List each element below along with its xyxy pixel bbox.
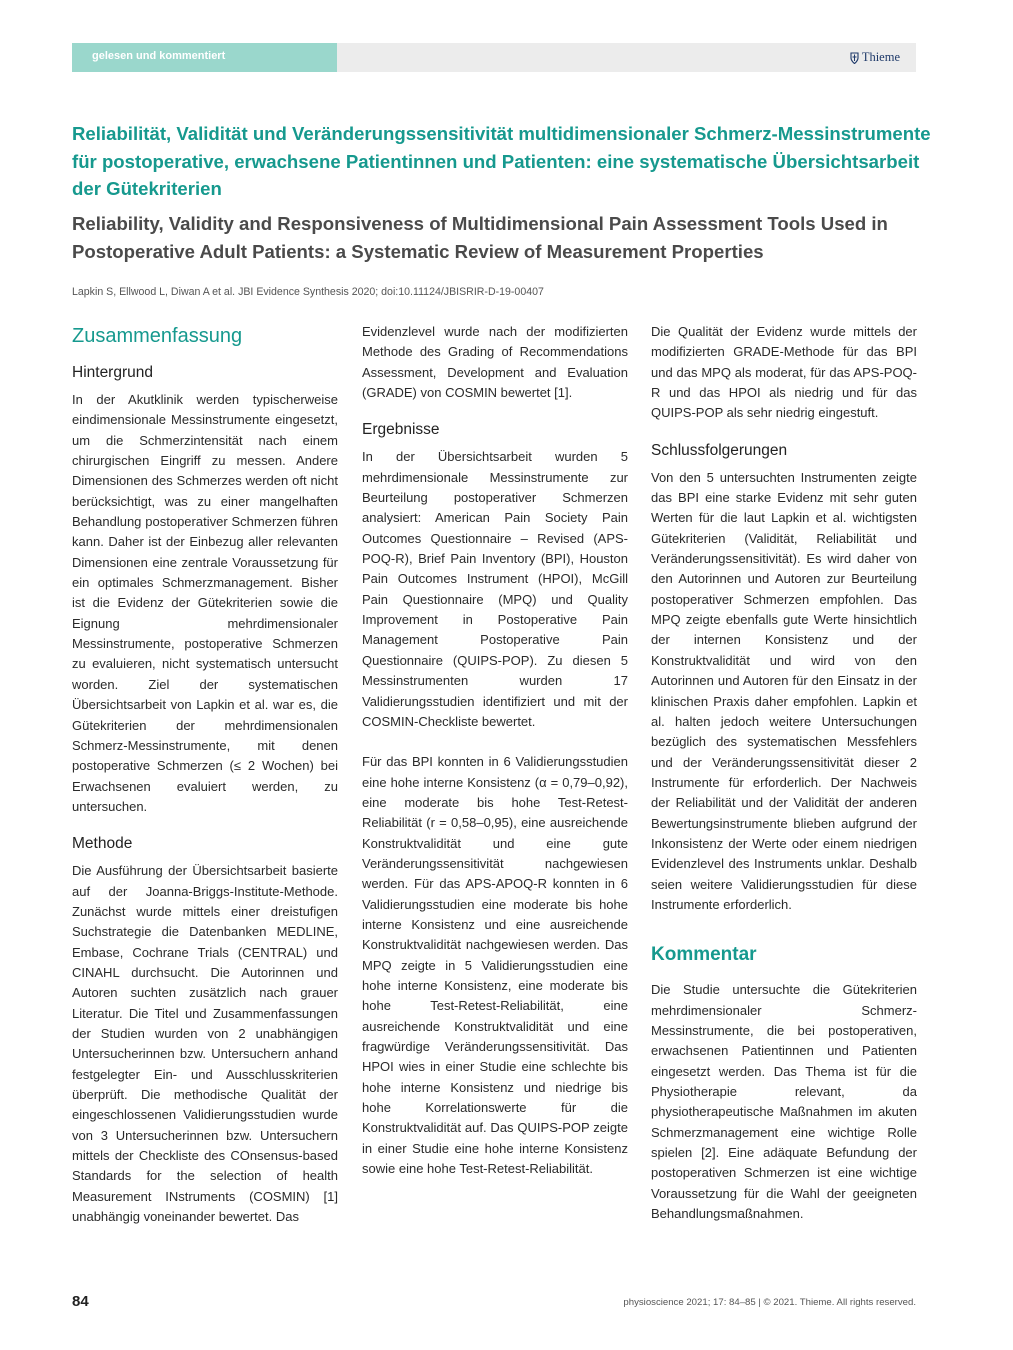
conclusions-text: Von den 5 untersuchten Instrumenten zeigte das BPI eine starke Evidenz mit sehr guten Werten für die laut Lapkin et al. wichtigsten Gütekriterien (Validität, Reliabilität und Veränderungssensitivität). Es wird daher von den Autorinnen und Autoren zur Beurteilung postoperativer Schmerzen empfohlen. Das MPQ zeigte ebenfalls gute Werte hinsichtlich der internen Konsistenz und der Konstruktvalidität und wird von den Autorinnen und Autoren für den Einsatz in der klinischen Praxis daher empfohlen. Lapkin et al. halten jedoch weitere Untersuchungen bezüglich des systematischen Messfehlers und der Veränderungssensitivität dieser 2 Instrumente für erforderlich. Der Nachweis der Reliabilität und der Validität der anderen Bewertungsinstrumente blieben aufgrund der Inkonsistenz der Werte oder einem niedrigen Evidenzlevel des Instruments unklar. Deshalb seien weitere Validierungsstudien für diese Instrumente erforderlich. [651, 469, 917, 912]
column-left [72, 322, 338, 1227]
method-heading: Methode [72, 835, 133, 853]
method-text: Die Ausführung der Übersichtsarbeit basierte auf der Joanna-Briggs-Institute-Methode. Zunächst wurde mittels einer dreistufigen Suchstrategie die Datenbanken MEDLINE, Embase, Cochrane Trials (CENTRAL) und CINAHL durchsucht. Die Autorinnen und Autoren suchten zusätzlich nach grauer Literatur. Die Titel und Zusammenfassungen der Studien wurden von 2 unabhängigen Untersucherinnen bzw. Untersuchern anhand festgelegter Ein- und Ausschlusskriterien überprüft. Die methodische Qualität der eingeschlossenen Validierungsstudien wurde von 3 Untersucherinnen bzw. Untersuchern mittels der Checkliste des COnsensus-based Standards for the selection of health Measurement INstruments (COSMIN) [1] unabhängig voneinander bewertet. Das [72, 863, 338, 1225]
citation: Lapkin S, Ellwood L, Diwan A et al. JBI Evidence Synthesis 2020; doi:10.11124/JBISRIR-D-19-00407 [72, 286, 544, 298]
background-heading: Hintergrund [72, 364, 153, 381]
column-right [651, 322, 917, 1224]
column-middle [362, 322, 628, 1179]
background-text: In der Akutklinik werden typischerweise eindimensionale Messinstrumente eingesetzt, um die Schmerzintensität nach einem chirurgischen Eingriff zu messen. Andere Dimensionen des Schmerzes werden oft nicht berücksichtigt, was zu einer mangelhaften Behandlung postoperativer Schmerzen führen kann. Daher ist der Einbezug aller relevanten Dimensionen eine zentrale Voraussetzung für ein optimales Schmerzmanagement. Bisher ist die Evidenz der Gütekriterien sowie die Eignung mehrdimensionaler Messinstrumente, postoperative Schmerzen zu evaluieren, nicht systematisch untersucht worden. Ziel der systematischen Übersichtsarbeit von Lapkin et al. war es, die Gütekriterien der mehrdimensionalen Schmerz-Messinstrumente, mit denen postoperative Schmerzen (≤ 2 Wochen) bei Erwachsenen evaluiert werden, zu untersuchen. [72, 392, 338, 814]
header-bar [72, 43, 916, 72]
results-text-3: Die Qualität der Evidenz wurde mittels der modifizierten GRADE-Methode für das BPI und das MPQ als moderat, für das APS-POQ-R und das HPOI als niedrig und für das QUIPS-POP als sehr niedrig eingestuft. [651, 324, 917, 421]
publisher-logo [850, 50, 900, 65]
method-text-continued: Evidenzlevel wurde nach der modifizierten Methode des Grading of Recommendations Assessment, Development and Evaluation (GRADE) von COSMIN bewertet [1]. [362, 324, 628, 401]
summary-heading: Zusammenfassung [72, 325, 243, 347]
commentary-heading: Kommentar [651, 944, 757, 966]
commentary-text: Die Studie untersuchte die Gütekriterien mehrdimensionaler Schmerz-Messinstrumente, die bei postoperativen, erwachsenen Patientinnen und Patienten eingesetzt werden. Das Thema ist für die Physiotherapie relevant, da physiotherapeutische Maßnahmen im akuten Schmerzmanagement eine wichtige Rolle spielen [2]. Eine adäquate Befundung der postoperativen Schmerzen ist eine wichtige Voraussetzung für die Wahl der geeigneten Behandlungsmaßnahmen. [651, 982, 917, 1222]
journal-footer: physioscience 2021; 17: 84–85 | © 2021. Thieme. All rights reserved. [623, 1297, 916, 1308]
title-german: Reliabilität, Validität und Veränderungssensitivität multidimensionaler Schmerz-Messinstrumente für postoperative, erwachsene Patientinnen und Patienten: eine systematische Übersichtsarbeit der Gütekriterien [72, 123, 931, 199]
section-tag: gelesen und kommentiert [72, 43, 337, 72]
results-text-2: Für das BPI konnten in 6 Validierungsstudien eine hohe interne Konsistenz (α = 0,79–0,92), eine moderate bis hohe Test-Retest-Reliabilität (r = 0,58–0,95), eine ausreichende Konstruktvalidität und eine gute Veränderungssensitivität nachgewiesen werden. Für das APS-APOQ-R konnten in 6 Validierungsstudien eine moderate bis hohe interne Konsistenz und eine ausreichende Konstruktvalidität nachgewiesen werden. Das MPQ zeigte in 5 Validierungsstudien eine hohe interne Konsistenz, eine moderate bis hohe Test-Retest-Reliabilität, eine ausreichende Konstruktvalidität und eine fragwürdige Veränderungssensitivität. Das HPOI wies in einer Studie eine schlechte bis hohe interne Konsistenz und niedrige bis hohe Korrelationswerte für die Konstruktvalidität auf. Das QUIPS-POP zeigte in einer Studie eine hohe interne Konsistenz sowie eine hohe Test-Retest-Reliabilität. [362, 754, 628, 1177]
publisher-name: Thieme [861, 50, 900, 64]
conclusions-heading: Schlussfolgerungen [651, 441, 788, 459]
results-text-1: In der Übersichtsarbeit wurden 5 mehrdimensionale Messinstrumente zur Beurteilung postoperativer Schmerzen analysiert: American Pain Society Pain Outcomes Questionnaire – Revised (APS-POQ-R), Brief Pain Inventory (BPI), Houston Pain Outcomes Instrument (HPOI), McGill Pain Questionnaire (MPQ) und Quality Improvement in Postoperative Pain Management Postoperative Pain Questionnaire (QUIPS-POP). Zu diesen 5 Messinstrumenten wurden 17 Validierungsstudien identifiziert und mit der COSMIN-Checkliste bewertet. [362, 449, 628, 729]
title-english: Reliability, Validity and Responsiveness of Multidimensional Pain Assessment Tools Used in Postoperative Adult Patients: a Systematic Review of Measurement Properties [72, 213, 888, 262]
crest-icon [850, 52, 859, 64]
results-heading: Ergebnisse [362, 421, 440, 439]
page-number: 84 [72, 1293, 89, 1310]
